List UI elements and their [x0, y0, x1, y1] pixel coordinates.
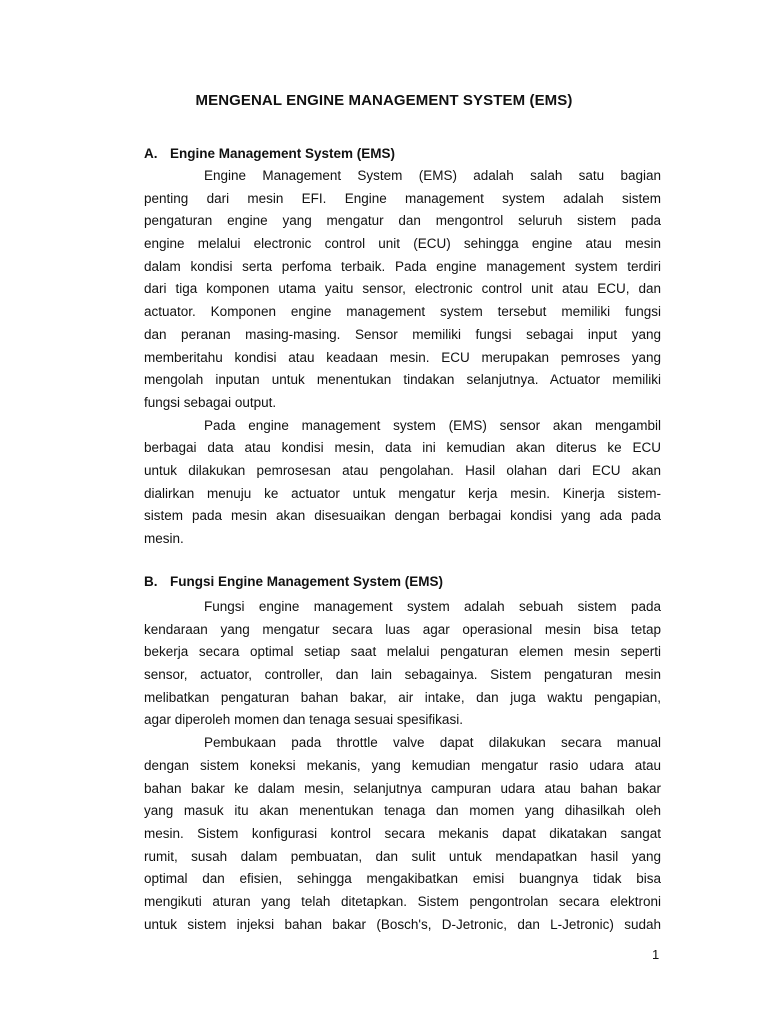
paragraph-line: untuk sistem injeksi bahan bakar (Bosch's, D-Jetronic, dan L-Jetronic) sudah — [144, 916, 661, 932]
paragraph-line: pengaturan engine yang mengatur dan mengontrol seluruh sistem pada — [144, 213, 661, 229]
paragraph-line: Fungsi engine management system adalah sebuah sistem pada — [204, 599, 661, 614]
paragraph-line: mengolah inputan untuk menentukan tindakan selanjutnya. Actuator memiliki — [144, 372, 661, 388]
section-b-title: Fungsi Engine Management System (EMS) — [170, 574, 444, 589]
paragraph-line: mengikuti aturan yang telah ditetapkan. Sistem pengontrolan secara elektroni — [144, 893, 661, 909]
paragraph-line: actuator. Komponen engine management system tersebut memiliki fungsi — [144, 304, 661, 320]
section-a-letter: A. — [144, 146, 158, 161]
section-b-letter: B. — [144, 574, 158, 589]
paragraph-line: dalam kondisi serta perfoma terbaik. Pada engine management system terdiri — [144, 258, 661, 274]
section-a-title: Engine Management System (EMS) — [170, 146, 396, 161]
section-b-body — [144, 596, 661, 936]
paragraph-line: Engine Management System (EMS) adalah salah satu bagian — [204, 168, 661, 183]
paragraph-line: mesin. Sistem konfigurasi kontrol secara mekanis dapat dikatakan sangat — [144, 825, 661, 841]
paragraph-line: bahan bakar ke dalam mesin, selanjutnya campuran udara atau bahan bakar — [144, 780, 661, 796]
section-a-body — [144, 165, 661, 551]
paragraph-line: bekerja secara optimal setiap saat melalui pengaturan elemen mesin seperti — [144, 644, 661, 660]
paragraph-line: optimal dan efisien, sehingga mengakibatkan emisi buangnya tidak bisa — [144, 871, 661, 887]
paragraph-line: agar diperoleh momen dan tenaga sesuai spesifikasi. — [144, 712, 463, 728]
paragraph-line: memberitahu kondisi atau keadaan mesin. ECU merupakan pemroses yang — [144, 349, 661, 365]
paragraph-line: berbagai data atau kondisi mesin, data ini kemudian akan diterus ke ECU — [144, 440, 661, 456]
page-number: 1 — [652, 947, 660, 962]
paragraph-line: fungsi sebagai output. — [144, 394, 277, 410]
paragraph-line: kendaraan yang mengatur secara luas agar operasional mesin bisa tetap — [144, 621, 661, 637]
paragraph-line: engine melalui electronic control unit (ECU) sehingga engine atau mesin — [144, 236, 661, 252]
paragraph-line: dari tiga komponen utama yaitu sensor, electronic control unit atau ECU, dan — [144, 281, 661, 297]
paragraph-line: dan peranan masing-masing. Sensor memiliki fungsi sebagai input yang — [144, 326, 661, 342]
paragraph-line: penting dari mesin EFI. Engine management system adalah sistem — [144, 190, 661, 206]
paragraph-line: sistem pada mesin akan disesuaikan dengan berbagai kondisi yang ada pada — [144, 508, 661, 524]
section-a-heading — [144, 146, 395, 161]
paragraph-line: Pembukaan pada throttle valve dapat dilakukan secara manual — [204, 735, 661, 751]
paragraph-line: mesin. — [144, 531, 184, 546]
paragraph-line: untuk dilakukan pemrosesan atau pengolahan. Hasil olahan dari ECU akan — [144, 462, 661, 478]
paragraph-line: rumit, susah dalam pembuatan, dan sulit untuk mendapatkan hasil yang — [144, 848, 661, 864]
paragraph-line: dialirkan menuju ke actuator untuk mengatur kerja mesin. Kinerja sistem- — [144, 485, 661, 501]
paragraph-line: melibatkan pengaturan bahan bakar, air intake, dan juga waktu pengapian, — [144, 689, 661, 705]
paragraph-line: Pada engine management system (EMS) sensor akan mengambil — [204, 417, 661, 433]
paragraph-line: sensor, actuator, controller, dan lain sebagainya. Sistem pengaturan mesin — [144, 667, 661, 683]
paragraph-line: dengan sistem koneksi mekanis, yang kemudian mengatur rasio udara atau — [144, 757, 661, 773]
section-b-heading — [144, 574, 443, 589]
paragraph-line: yang masuk itu akan menentukan tenaga dan momen yang dihasilkah oleh — [144, 803, 661, 819]
page-title: MENGENAL ENGINE MANAGEMENT SYSTEM (EMS) — [195, 92, 573, 109]
